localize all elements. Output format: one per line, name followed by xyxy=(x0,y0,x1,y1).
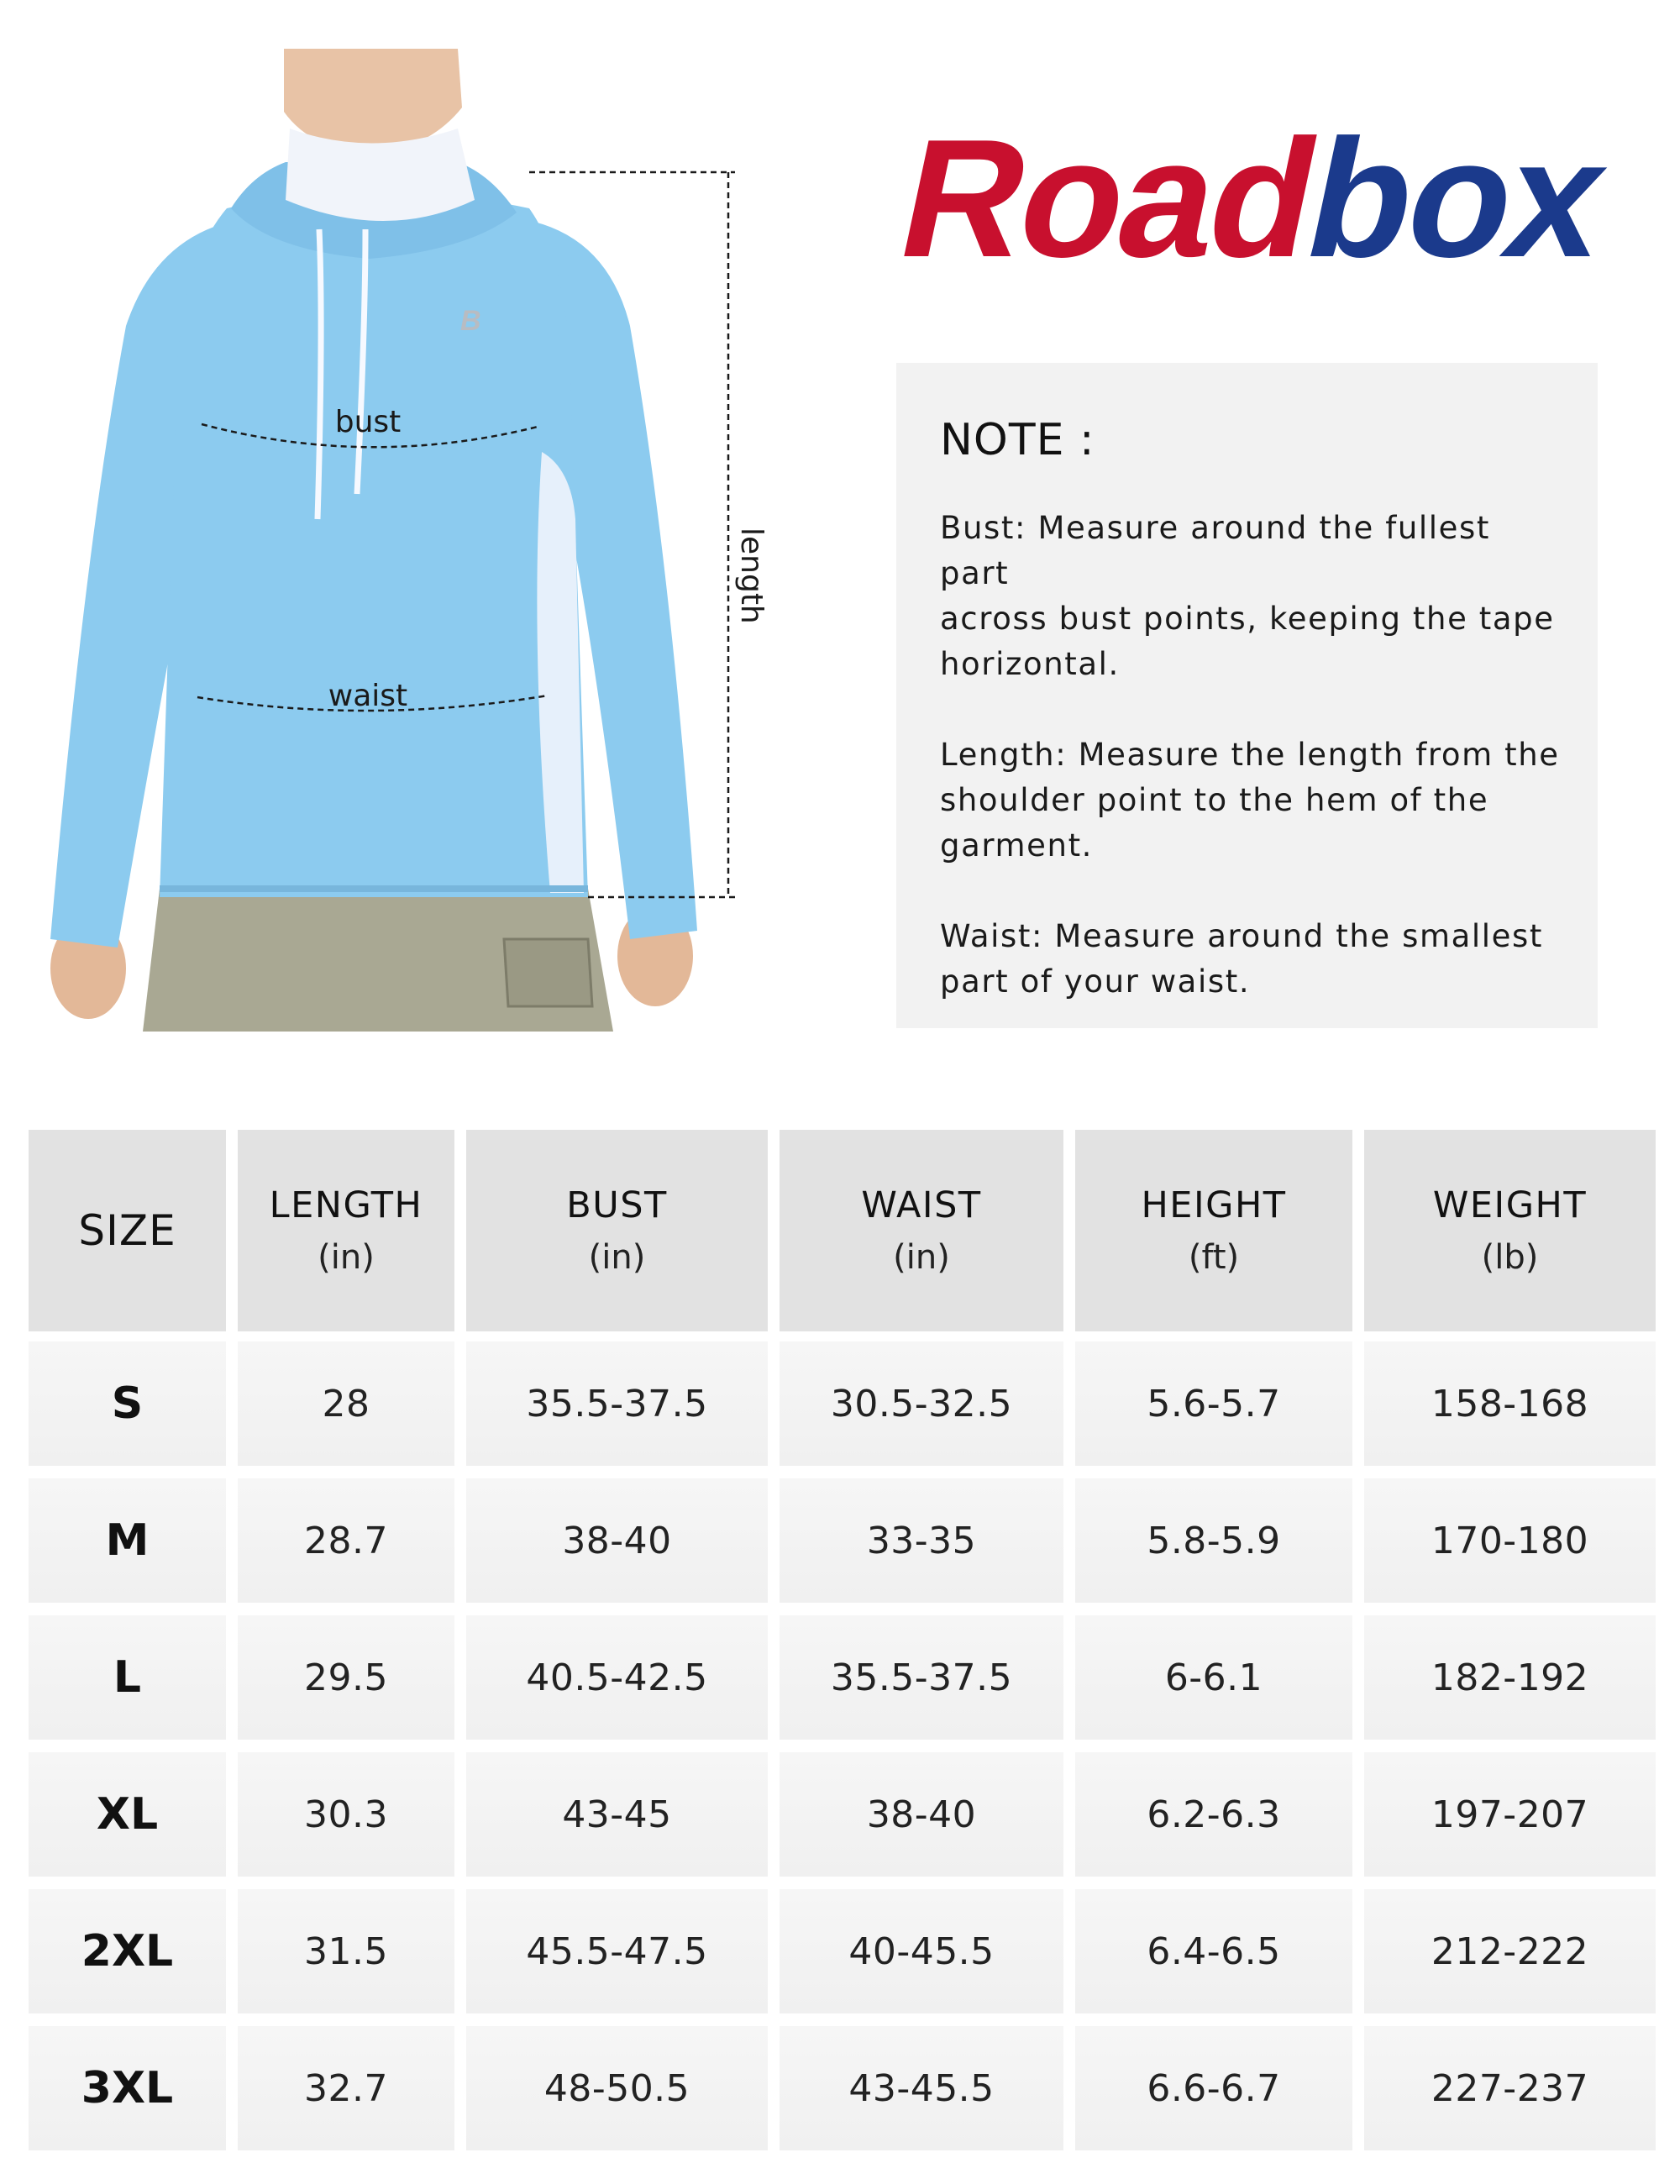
cell-waist xyxy=(780,2026,1063,2150)
cell-length xyxy=(238,1752,454,1877)
product-illustration xyxy=(34,49,769,1032)
cell-weight xyxy=(1364,1478,1656,1603)
cell-size xyxy=(29,1341,226,1466)
size-value: L xyxy=(113,1652,142,1703)
cell-waist xyxy=(780,1615,1063,1740)
header-label: WEIGHT xyxy=(1432,1184,1588,1226)
waist-value: 30.5-32.5 xyxy=(830,1382,1013,1425)
cell-length xyxy=(238,1889,454,2013)
cell-waist xyxy=(780,1752,1063,1877)
cell-waist xyxy=(780,1341,1063,1466)
weight-value: 212-222 xyxy=(1431,1929,1589,1973)
height-value: 6.6-6.7 xyxy=(1147,2066,1281,2110)
shorts-pocket xyxy=(504,939,592,1006)
bust-value: 48-50.5 xyxy=(543,2066,690,2110)
length-value: 28 xyxy=(322,1382,370,1425)
bust-value: 45.5-47.5 xyxy=(526,1929,708,1973)
cell-length xyxy=(238,1615,454,1740)
length-value: 30.3 xyxy=(304,1793,388,1836)
height-value: 6-6.1 xyxy=(1164,1656,1263,1699)
header-label: LENGTH xyxy=(269,1184,423,1226)
brand-logo-red: Road xyxy=(885,104,1332,292)
cell-bust xyxy=(466,1752,768,1877)
size-value: XL xyxy=(96,1789,159,1840)
brand-logo-svg xyxy=(885,104,1620,292)
cell-length xyxy=(238,1478,454,1603)
table-row xyxy=(29,1478,1655,1603)
header-unit: (in) xyxy=(318,1238,375,1277)
drawstring-left xyxy=(318,229,321,519)
cell-height xyxy=(1075,1478,1352,1603)
cell-waist xyxy=(780,1478,1063,1603)
weight-value: 197-207 xyxy=(1431,1793,1589,1836)
size-value: 2XL xyxy=(81,1926,174,1977)
table-header-row xyxy=(29,1130,1655,1331)
cell-weight xyxy=(1364,1615,1656,1740)
length-value: 31.5 xyxy=(304,1929,388,1973)
table-row xyxy=(29,2026,1655,2150)
size-value: M xyxy=(105,1515,150,1566)
header-size xyxy=(29,1130,226,1331)
waist-value: 43-45.5 xyxy=(848,2066,995,2110)
cell-weight xyxy=(1364,1341,1656,1466)
cell-bust xyxy=(466,1478,768,1603)
note-title: NOTE : xyxy=(940,415,1095,465)
header-bust xyxy=(466,1130,768,1331)
note-bust: Bust: Measure around the fullest part across bust points, keeping the tape horizontal. xyxy=(940,510,1555,682)
bust-value: 43-45 xyxy=(562,1793,672,1836)
header-unit: (lb) xyxy=(1481,1238,1539,1277)
bust-value: 35.5-37.5 xyxy=(526,1382,708,1425)
header-length xyxy=(238,1130,454,1331)
header-unit: (ft) xyxy=(1188,1238,1240,1277)
cell-height xyxy=(1075,2026,1352,2150)
cell-size xyxy=(29,2026,226,2150)
weight-value: 158-168 xyxy=(1431,1382,1589,1425)
cell-bust xyxy=(466,1615,768,1740)
header-label: SIZE xyxy=(78,1206,176,1255)
header-label: HEIGHT xyxy=(1141,1184,1287,1226)
waist-value: 33-35 xyxy=(866,1519,977,1562)
cell-weight xyxy=(1364,1752,1656,1877)
bust-value: 40.5-42.5 xyxy=(526,1656,708,1699)
cell-waist xyxy=(780,1889,1063,2013)
waist-value: 35.5-37.5 xyxy=(830,1656,1013,1699)
cell-height xyxy=(1075,1752,1352,1877)
header-height xyxy=(1075,1130,1352,1331)
weight-value: 182-192 xyxy=(1431,1656,1589,1699)
header-label: BUST xyxy=(566,1184,668,1226)
brand-logo xyxy=(885,104,1620,292)
height-value: 6.2-6.3 xyxy=(1147,1793,1281,1836)
note-length: Length: Measure the length from the shoulder point to the hem of the garment. xyxy=(940,737,1560,864)
cell-size xyxy=(29,1752,226,1877)
bust-label: bust xyxy=(334,405,402,439)
shirt-illustration xyxy=(34,49,769,1032)
cell-weight xyxy=(1364,1889,1656,2013)
brand-logo-blue: box xyxy=(1291,104,1620,292)
header-unit: (in) xyxy=(588,1238,646,1277)
table-row xyxy=(29,1889,1655,2013)
length-value: 29.5 xyxy=(304,1656,388,1699)
cell-size xyxy=(29,1889,226,2013)
header-label: WAIST xyxy=(861,1184,982,1226)
cell-height xyxy=(1075,1889,1352,2013)
cell-size xyxy=(29,1478,226,1603)
cell-bust xyxy=(466,1341,768,1466)
length-value: 32.7 xyxy=(304,2066,388,2110)
note-waist: Waist: Measure around the smallest part of your waist. xyxy=(940,918,1544,1000)
table-row xyxy=(29,1752,1655,1877)
chest-logo-mark: B xyxy=(460,305,481,337)
cell-length xyxy=(238,2026,454,2150)
cell-bust xyxy=(466,1889,768,2013)
cell-height xyxy=(1075,1341,1352,1466)
weight-value: 227-237 xyxy=(1431,2066,1589,2110)
header-weight xyxy=(1364,1130,1656,1331)
cell-bust xyxy=(466,2026,768,2150)
size-value: S xyxy=(111,1378,144,1429)
waist-value: 38-40 xyxy=(866,1793,977,1836)
waist-value: 40-45.5 xyxy=(848,1929,995,1973)
size-value: 3XL xyxy=(81,2063,174,2113)
length-value: 28.7 xyxy=(304,1519,388,1562)
height-value: 6.4-6.5 xyxy=(1147,1929,1281,1973)
table-row xyxy=(29,1615,1655,1740)
cell-weight xyxy=(1364,2026,1656,2150)
bust-value: 38-40 xyxy=(562,1519,672,1562)
height-value: 5.8-5.9 xyxy=(1147,1519,1281,1562)
size-chart-table xyxy=(29,1130,1655,2163)
height-value: 5.6-5.7 xyxy=(1147,1382,1281,1425)
header-unit: (in) xyxy=(893,1238,950,1277)
header-waist xyxy=(780,1130,1063,1331)
length-label: length xyxy=(734,528,769,624)
cell-height xyxy=(1075,1615,1352,1740)
waist-label: waist xyxy=(328,679,408,713)
brand-logo-text xyxy=(885,104,1623,291)
cell-size xyxy=(29,1615,226,1740)
cell-length xyxy=(238,1341,454,1466)
weight-value: 170-180 xyxy=(1431,1519,1589,1562)
table-row xyxy=(29,1341,1655,1466)
measurement-note xyxy=(896,363,1598,1028)
torso xyxy=(160,192,588,897)
